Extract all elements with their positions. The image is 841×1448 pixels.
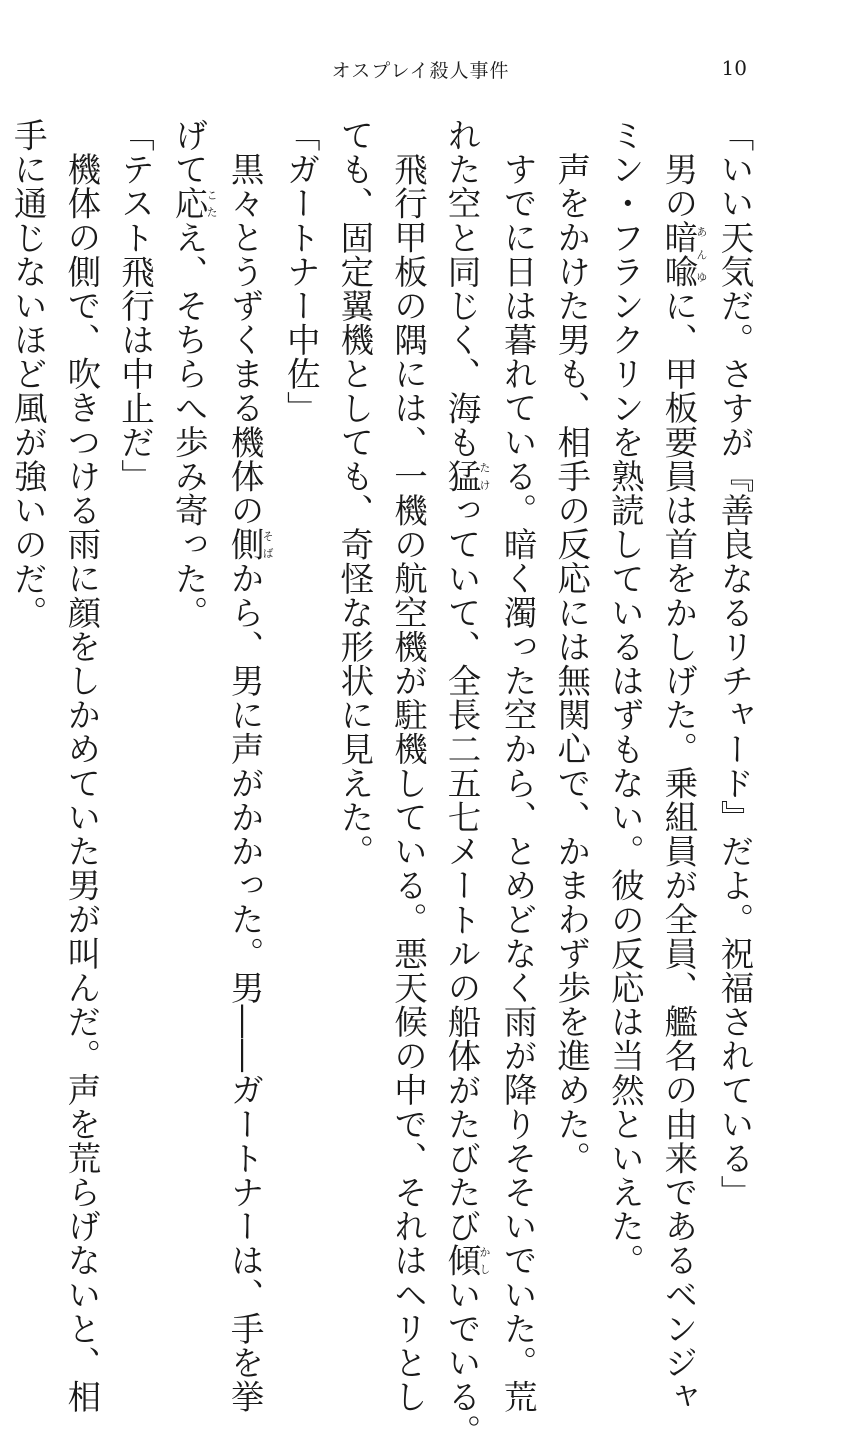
text-line-5: すでに日は暮れている。暗く濁った空から、とめどなく雨が降りそそいでいた。荒 [498, 151, 538, 1414]
ruby-take: 猛たけ [442, 459, 492, 494]
text-line-6: れた空と同じく、海も猛たけっていて、全長二五七メートルの船体がたびたび傾かしいでいる。 [442, 118, 492, 1448]
text-line-3: ミン・フランクリンを熟読しているはずもない。彼の反応は当然といえた。 [605, 118, 645, 1278]
text-line-1: 「いい天気だ。さすが『善良なるリチャード』だよ。祝福されている」 [715, 118, 754, 1210]
text-line-13: 機体の側で、吹きつける雨に顔をしかめていた男が叫んだ。声を荒らげないと、相 [61, 151, 101, 1414]
text-line-11: げて応こたえ、そちらへ歩み寄った。 [169, 118, 219, 630]
text-line-10: 黒々とうずくまる機体の側そばから、男に声がかかった。男――ガートナーは、手を挙 [225, 151, 275, 1414]
text-line-2: 男の暗喩あんゆに、甲板要員は首をかしげた。乗組員が全員、艦名の由来であるベンジャ [658, 151, 708, 1414]
text-line-4: 声をかけた男も、相手の反応には無関心で、かまわず歩を進めた。 [551, 151, 591, 1175]
running-header-title: オスプレイ殺人事件 [331, 60, 510, 82]
text-line-9: 「ガートナー中佐」 [281, 118, 321, 425]
page-number: 10 [721, 56, 747, 80]
text-line-8: ても、固定翼機としても、奇怪な形状に見えた。 [334, 118, 374, 869]
ruby-kota: 応こた [169, 186, 219, 221]
ruby-kashi: 傾かし [442, 1243, 492, 1278]
ruby-annyu: 暗喩あんゆ [658, 219, 708, 288]
text-line-14: 手に通じないほど風が強いのだ。 [8, 118, 48, 630]
body-text [0, 118, 761, 1448]
ruby-soba: 側そば [225, 526, 275, 561]
text-line-7: 飛行甲板の隅には、一機の航空機が駐機している。悪天候の中で、それはヘリとし [388, 151, 428, 1414]
text-line-12: 「テスト飛行は中止だ」 [115, 118, 155, 494]
